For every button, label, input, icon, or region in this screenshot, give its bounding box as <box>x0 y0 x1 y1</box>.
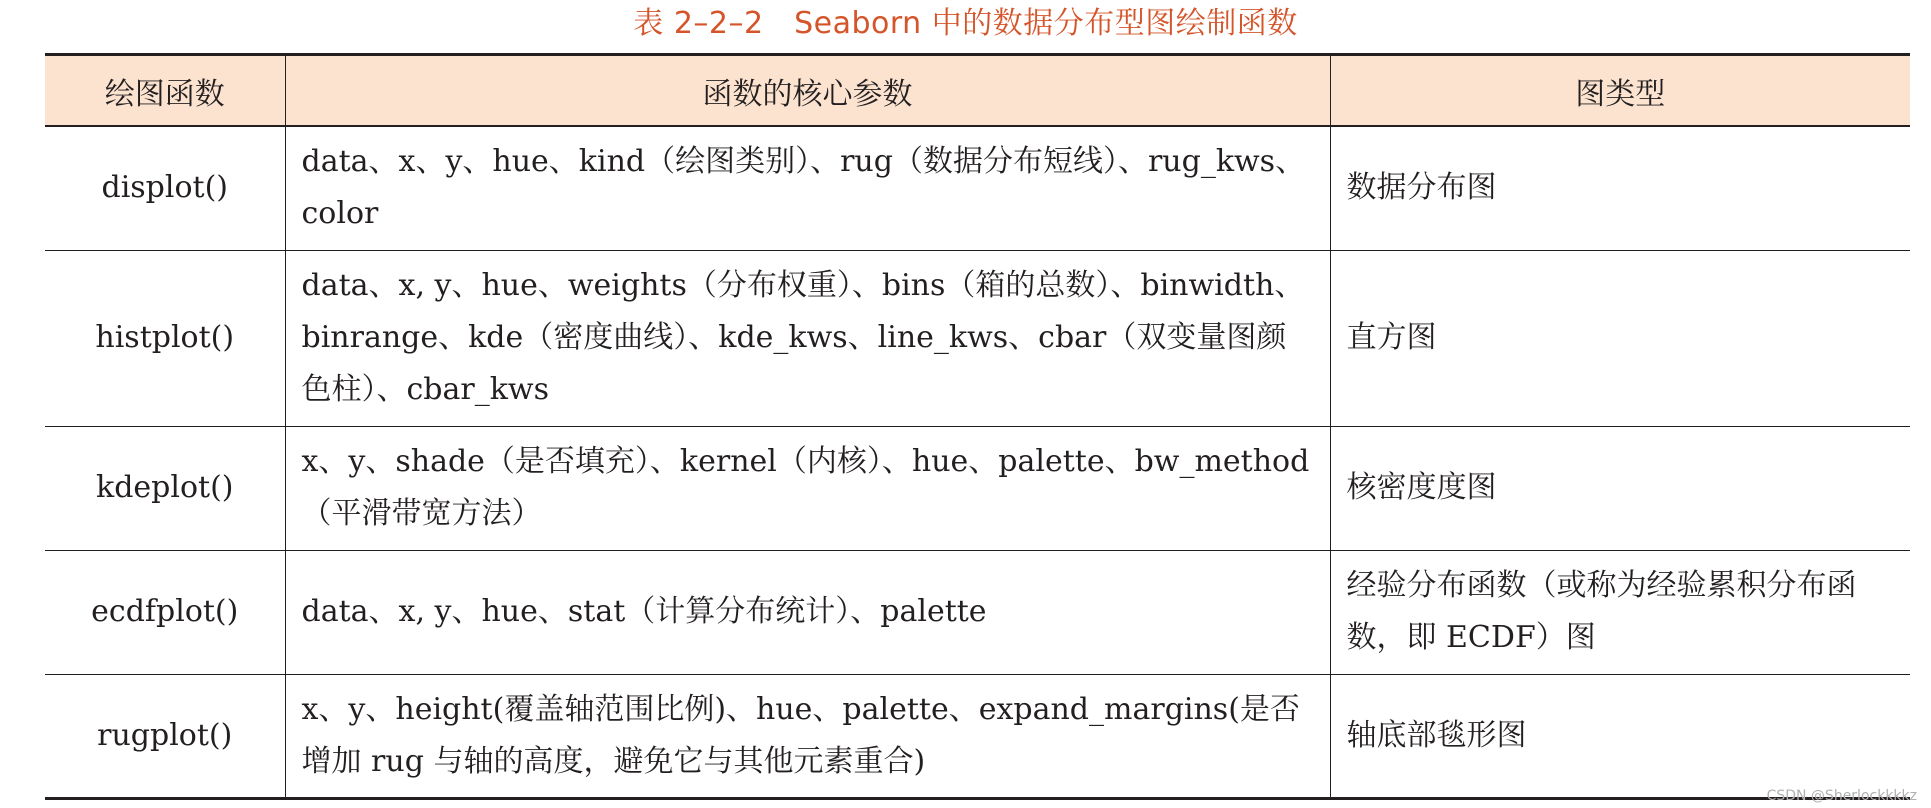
table-row <box>45 250 1910 426</box>
function-cell: displot() <box>45 126 285 250</box>
table-row <box>45 426 1910 550</box>
function-cell: ecdfplot() <box>45 550 285 674</box>
type-cell: 经验分布函数（或称为经验累积分布函数，即 ECDF）图 <box>1330 550 1910 674</box>
table-row <box>45 126 1910 250</box>
params-cell: data、x, y、hue、weights（分布权重）、bins（箱的总数）、binwidth、binrange、kde（密度曲线）、kde_kws、line_kws、cbar（双变量图颜色柱）、cbar_kws <box>285 250 1330 426</box>
table-caption: 表 2–2–2 Seaborn 中的数据分布型图绘制函数 <box>633 6 1298 41</box>
function-cell: kdeplot() <box>45 426 285 550</box>
header-params: 函数的核心参数 <box>285 55 1330 127</box>
table-row <box>45 550 1910 674</box>
type-cell: 核密度度图 <box>1330 426 1910 550</box>
distribution-functions-table <box>45 53 1910 800</box>
type-cell: 数据分布图 <box>1330 126 1910 250</box>
function-cell: histplot() <box>45 250 285 426</box>
table-row <box>45 674 1910 798</box>
params-cell: x、y、shade（是否填充）、kernel（内核）、hue、palette、bw_method（平滑带宽方法） <box>285 426 1330 550</box>
params-cell: x、y、height(覆盖轴范围比例)、hue、palette、expand_margins(是否增加 rug 与轴的高度，避免它与其他元素重合) <box>285 674 1330 798</box>
type-cell: 直方图 <box>1330 250 1910 426</box>
params-cell: data、x、y、hue、kind（绘图类别）、rug（数据分布短线）、rug_kws、color <box>285 126 1330 250</box>
header-function: 绘图函数 <box>45 55 285 127</box>
table-header-row <box>45 55 1910 127</box>
params-cell: data、x, y、hue、stat（计算分布统计）、palette <box>285 550 1330 674</box>
type-cell: 轴底部毯形图 <box>1330 674 1910 798</box>
function-cell: rugplot() <box>45 674 285 798</box>
header-type: 图类型 <box>1330 55 1910 127</box>
watermark: CSDN @Sherlockkkkz <box>1766 788 1917 804</box>
